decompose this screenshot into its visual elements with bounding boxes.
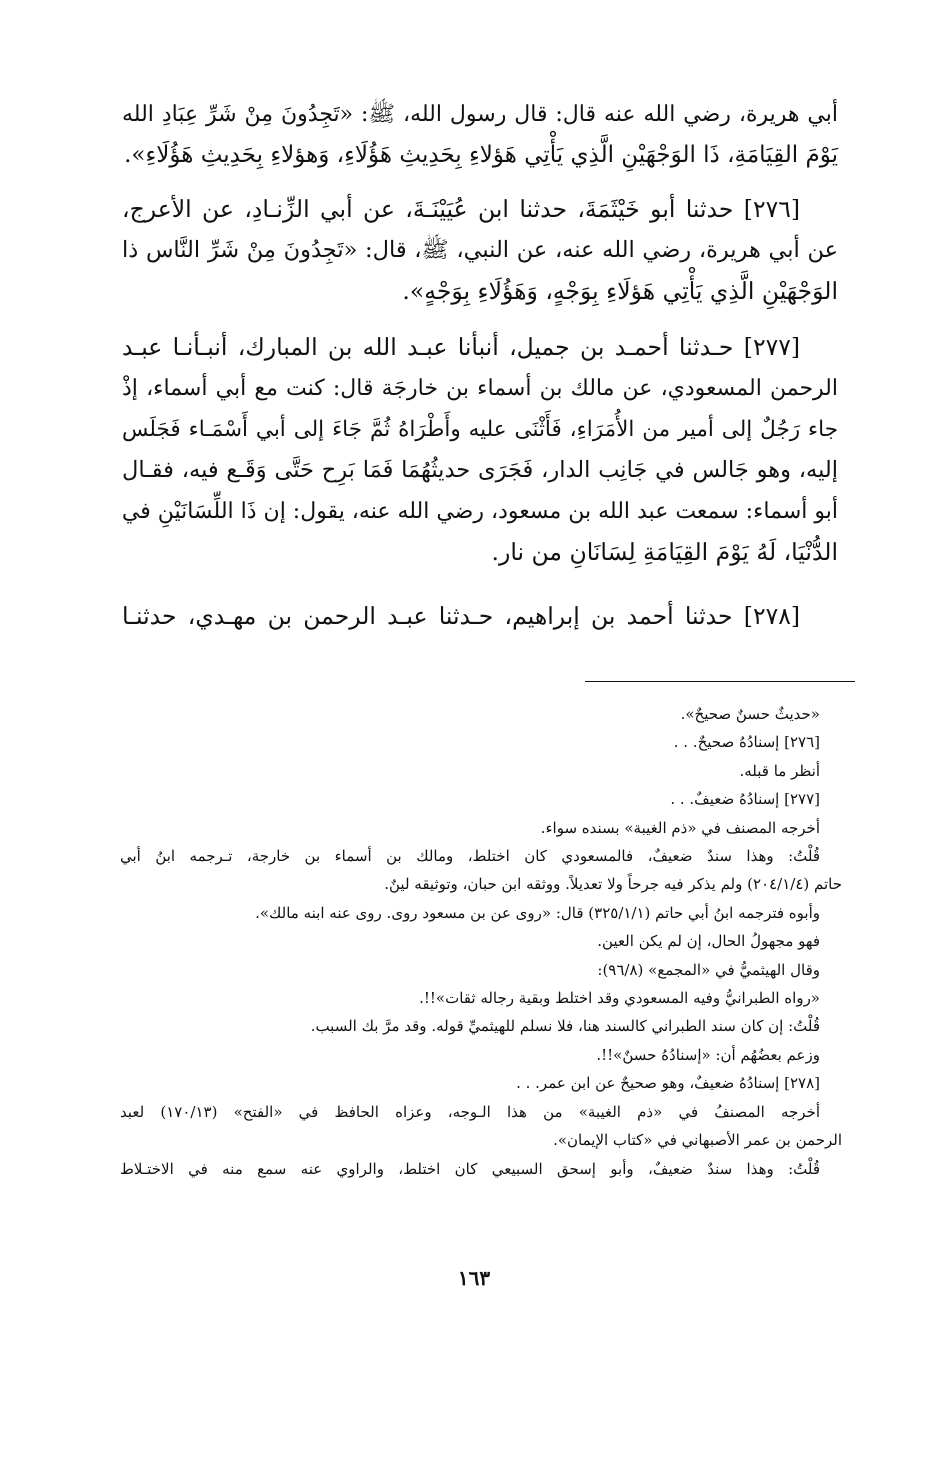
- footnote-line: فهو مجهولُ الحال، إن لم يكن العين.: [597, 932, 820, 951]
- footnote-separator: [585, 681, 855, 682]
- footnote-line: وزعم بعضُهُم أن: «إسنادُهُ حسنٌ»!!.: [596, 1045, 820, 1064]
- footnote-line: حاتم (٢٠٤/١/٤) ولم يذكر فيه جرحاً ولا تعديلاً. ووثقه ابن حبان، وتوثيقه لينٌ.: [384, 875, 842, 894]
- footnote-line: «رواه الطبرانيُّ وفيه المسعودي وقد اختلط وبقية رجاله ثقات»!!.: [419, 989, 820, 1008]
- text-line: إليه، وهو جَالس في جَانِب الدار، فَجَرَى حديثُهُمَا فَمَا بَرِح حَتَّى وَقَـع فيه، فقـال: [122, 457, 838, 483]
- text-line: أبي هريرة، رضي الله عنه قال: قال رسول الله، ﷺ: «تَجِدُونَ مِنْ شَرِّ عِبَادِ الله: [122, 102, 838, 127]
- text-line: عن أبي هريرة، رضي الله عنه، عن النبي، ﷺ، قال: «تَجِدُونَ مِنْ شَرِّ النَّاس ذا: [122, 237, 838, 263]
- footnote-line: «حديثٌ حسنٌ صحيحٌ».: [680, 705, 820, 723]
- text-line: [٢٧٦] حدثنا أبو خَيْثَمَةَ، حدثنا ابن عُيَيْنَـةَ، عن أبي الزِّنـادِ، عن الأعرج،: [122, 195, 800, 223]
- text-line: يَوْمَ القِيَامَةِ، ذَا الوَجْهَيْنِ الَّذِي يَأْتِي هَؤلاءِ بِحَدِيثِ هَؤُلَاءِ، وَهؤلاءِ بِحَدِيثِ هَؤُلَاءِ».: [124, 142, 838, 168]
- footnote-line: أخرجه المصنفُ في «ذم الغيبة» من هذا الـوجه، وعزاه الحافظ في «الفتح» (١٧٠/١٣) لعبد: [120, 1102, 820, 1121]
- hadith-paragraph-277: [122, 327, 838, 573]
- text-line: [٢٧٨] حدثنا أحمد بن إبراهيم، حـدثنا عبـد الرحمن بن مهـدي، حدثنـا: [122, 602, 800, 630]
- text-line: الرحمن المسعودي، عن مالك بن أسماء بن خارجَة قال: كنت مع أبي أسماء، إذْ: [122, 376, 838, 401]
- hadith-paragraph-278: [122, 596, 838, 637]
- text-line: [٢٧٧] حـدثنا أحمـد بن جميل، أنبأنا عبـد الله بن المبارك، أنبـأنـا عبـد: [122, 333, 800, 361]
- footnote-line: أخرجه المصنف في «ذم الغيبة» بسنده سواء.: [540, 818, 820, 837]
- footnote-line: قُلْتُ: وهذا سندٌ ضعيفٌ، فالمسعودي كان اختلط، ومالك بن أسماء بن خارجة، تـرجمه ابنُ أبي: [120, 847, 820, 866]
- footnote-line: قُلْتُ: إن كان سند الطبراني كالسند هنا، فلا نسلم للهيثميِّ قوله. وقد مرَّ بك السبب.: [310, 1017, 820, 1036]
- footnote-line: [٢٧٨] إسنادُهُ ضعيفٌ، وهو صحيحٌ عن ابن عمر. . .: [516, 1074, 820, 1093]
- footnote-line: [٢٧٦] إسنادُهُ صحيحٌ. . .: [673, 733, 820, 752]
- footnotes-block: [120, 700, 842, 1183]
- text-line: جاء رَجُلٌ إلى أمير من الأُمَرَاءِ، فَأَثْنَى عليه وأَطْرَاهُ ثُمَّ جَاءَ إلى أبي أَسْمَـاء فَجَلَس: [122, 417, 838, 442]
- text-line: الوَجْهَيْنِ الَّذِي يَأْتِي هَؤلَاءِ بِوَجْهٍ، وَهَؤُلَاءِ بِوَجْهٍ».: [402, 277, 838, 305]
- page-number: ١٦٣: [457, 1266, 491, 1290]
- hadith-paragraph-1: [122, 94, 838, 176]
- hadith-paragraph-276: [122, 189, 838, 312]
- footnote-line: [٢٧٧] إسنادُهُ ضعيفٌ. . .: [670, 790, 820, 809]
- footnote-line: وقال الهيثميُّ في «المجمع» (٩٦/٨):: [597, 960, 820, 979]
- footnote-line: أنظر ما قبله.: [739, 761, 820, 780]
- text-line: أبو أسماء: سمعت عبد الله بن مسعود، رضي الله عنه، يقول: إن ذَا اللِّسَانَيْنِ في: [121, 499, 838, 524]
- footnote-line: وأبوه فترجمه ابنُ أبي حاتم (٣٢٥/١/١) قال: «روى عن بن مسعود روى. روى عنه ابنه مالك».: [255, 903, 820, 922]
- footnote-line: قُلْتُ: وهذا سندٌ ضعيفٌ، وأبو إسحق السبيعي كان اختلط، والراوي عنه سمع منه في الاختـلاط: [120, 1159, 820, 1178]
- footnote-line: الرحمن بن عمر الأصبهاني في «كتاب الإيمان».: [553, 1131, 842, 1150]
- text-line: الدُّنْيَا، لَهُ يَوْمَ القِيَامَةِ لِسَانَانِ من نار.: [491, 538, 838, 566]
